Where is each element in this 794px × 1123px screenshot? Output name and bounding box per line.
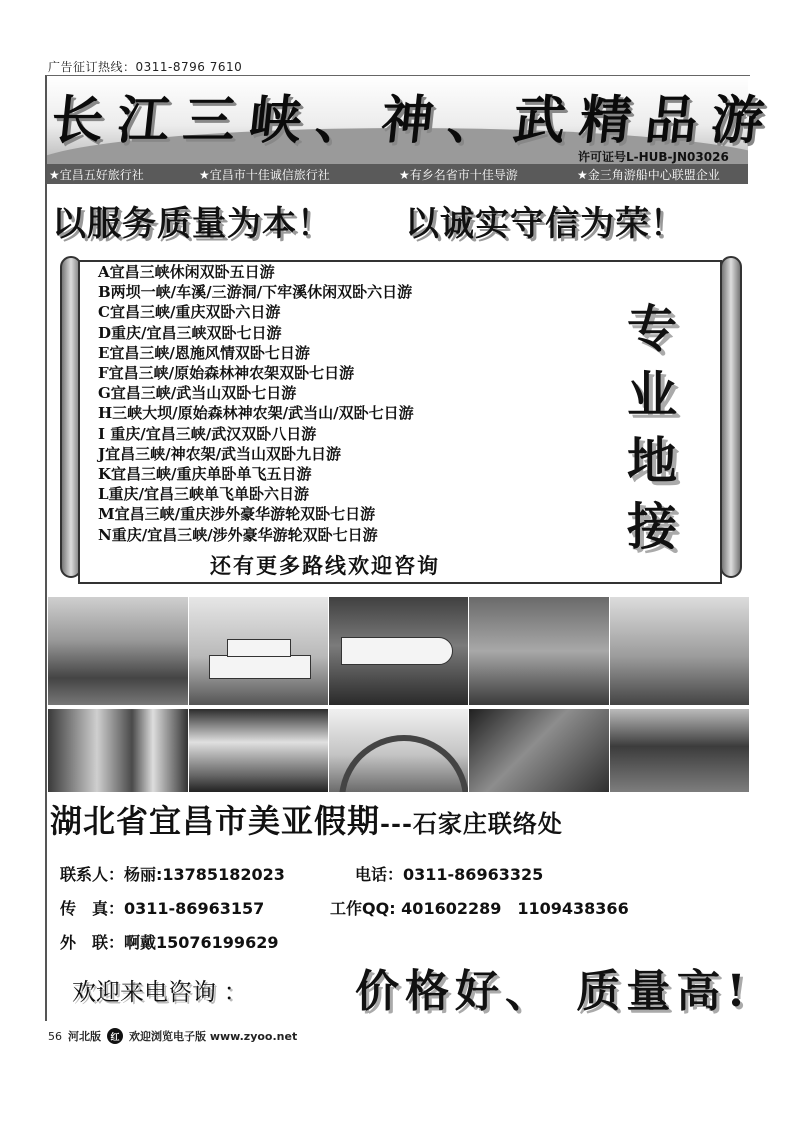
contact-person: 联系人：杨丽:13785182023 [60,865,285,884]
slogan-service: 以服务质量为本！ [52,204,332,244]
route-item: D重庆/宜昌三峡双卧七日游 [98,323,282,342]
vertical-slogan [622,296,682,560]
honor-item: ★宜昌五好旅行社 [49,168,144,182]
contact-external: 外 联：啊戴15076199629 [60,933,279,952]
website-link[interactable]: 欢迎浏览电子版 www.zyoo.net [129,1030,298,1043]
more-routes-note: 还有更多路线欢迎咨询 [210,554,440,578]
honor-item: ★宜昌市十佳诚信旅行社 [199,168,330,182]
company-name-main: 湖北省宜昌市美亚假期 [50,802,381,840]
right-pill-decoration [720,256,742,578]
vertical-char: 业 [627,366,677,424]
license-number: 许可证号L-HUB-JN03026 [578,150,729,164]
reception-staff-photo [468,596,610,706]
route-item: C宜昌三峡/重庆双卧六日游 [98,303,281,322]
dam-photo [47,596,189,706]
welcome-call: 欢迎来电咨询 ： [72,978,248,1006]
route-item: H三峡大坝/原始森林神农架/武当山/双卧七日游 [98,404,414,423]
waterfall-photo [47,708,189,793]
ad-hotline: 广告征订热线：0311-8796 7610 [48,60,243,74]
vertical-char: 地 [627,432,677,490]
route-item: L重庆/宜昌三峡单飞单卧六日游 [98,485,310,504]
slogan-integrity: 以诚实守信为荣！ [405,204,685,244]
route-item: I 重庆/宜昌三峡/武汉双卧八日游 [98,424,317,443]
honors-bar [47,164,748,184]
route-item: J宜昌三峡/神农架/武当山双卧九日游 [98,444,342,463]
bridge-photo [328,708,469,793]
company-name [50,796,563,842]
company-branch: ---石家庄联络处 [380,809,563,838]
main-title: 长江三峡、神、武精品游 [48,90,781,151]
bridge-arch-shape [339,735,469,793]
honor-item: ★有乡名省市十佳导游 [399,168,518,182]
photo-gallery [47,596,748,791]
page-number: 56 [48,1029,62,1043]
restaurant-photo [609,596,750,706]
vertical-char: 接 [627,498,677,556]
price-quality-slogan: 价格好、 质量高! [355,966,752,1017]
pavilion-photo [609,708,750,793]
route-item: E宜昌三峡/恩施风情双卧七日游 [98,343,310,362]
route-item: N重庆/宜昌三峡/涉外豪华游轮双卧七日游 [98,525,378,544]
contact-qq: 工作QQ: 401602289 1109438366 [330,899,629,918]
route-item: G宜昌三峡/武当山双卧七日游 [98,384,297,403]
honor-item: ★金三角游船中心联盟企业 [577,168,720,182]
route-item: B两坝一峡/车溪/三游洞/下牢溪休闲双卧六日游 [98,283,413,302]
edition-label: 河北版 [68,1030,101,1043]
vertical-char: 专 [627,300,677,358]
route-item: F宜昌三峡/原始森林神农架双卧七日游 [98,364,355,383]
route-item: A宜昌三峡休闲双卧五日游 [98,263,275,281]
monkeys-photo [468,708,610,793]
cruise-ship-photo [188,596,329,706]
route-item: K宜昌三峡/重庆单卧单飞五日游 [98,465,312,484]
route-list [98,262,414,545]
river-cruise-photo [328,596,469,706]
contact-phone: 电话：0311-86963325 [355,865,544,884]
ship-deck-shape [227,639,291,657]
ship-shape [341,637,453,665]
route-item: M宜昌三峡/重庆涉外豪华游轮双卧七日游 [98,505,376,524]
cascade-photo [188,708,329,793]
page-footer [48,1028,297,1044]
magazine-logo-icon: 红 [107,1028,123,1044]
ship-shape [209,655,311,679]
contact-fax: 传 真：0311-86963157 [60,899,265,918]
